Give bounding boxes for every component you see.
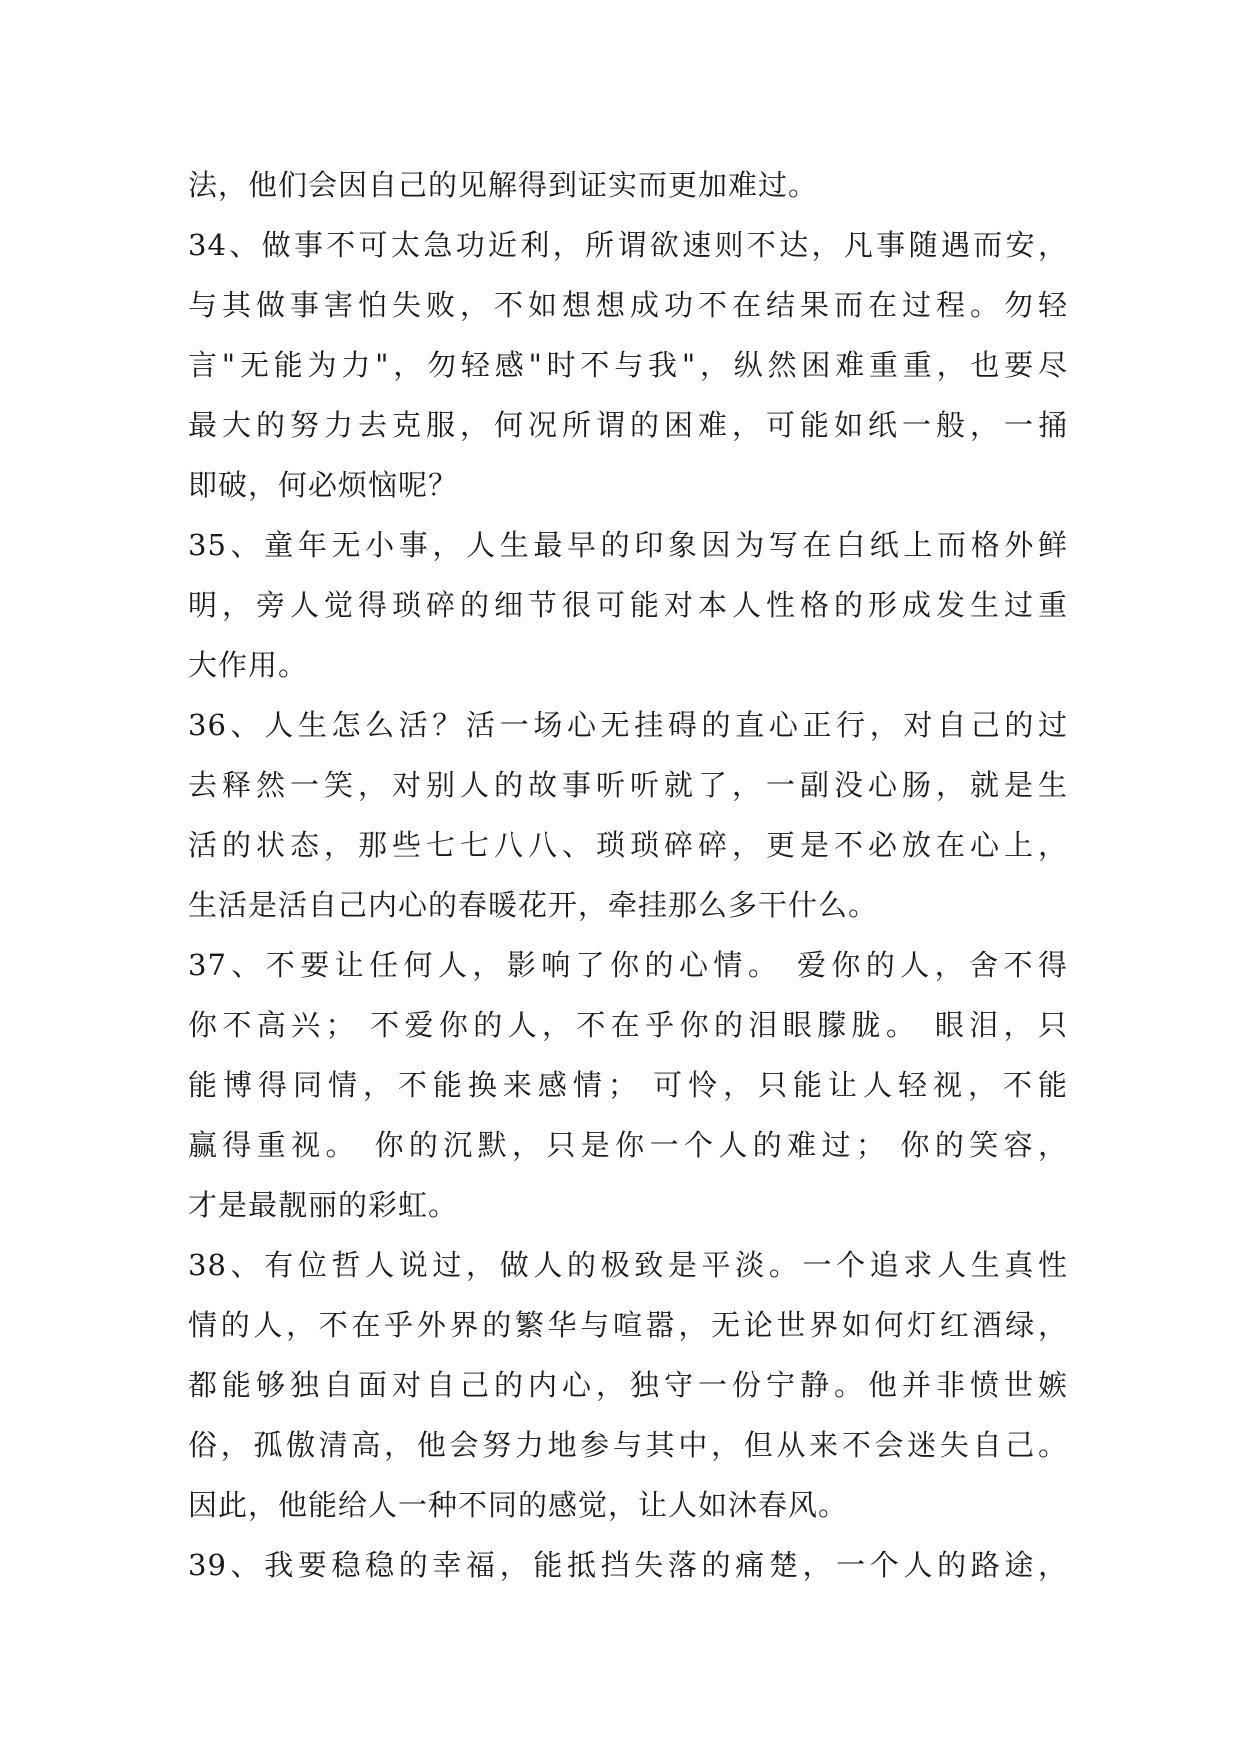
text-line: 赢得重视。 你的沉默，只是你一个人的难过； 你的笑容， <box>188 1128 1068 1162</box>
text-line: 去释然一笑，对别人的故事听听就了，一副没心肠，就是生 <box>188 768 1068 802</box>
text-line: 活的状态，那些七七八八、琐琐碎碎，更是不必放在心上， <box>188 828 1068 862</box>
text-line: 36、人生怎么活？活一场心无挂碍的直心正行，对自己的过 <box>188 708 1068 742</box>
text-line: 37、不要让任何人，影响了你的心情。 爱你的人，舍不得 <box>188 948 1068 982</box>
text-line: 因此，他能给人一种不同的感觉，让人如沐春风。 <box>188 1488 849 1522</box>
text-line: 俗，孤傲清高，他会努力地参与其中，但从来不会迷失自己。 <box>188 1428 1068 1462</box>
text-line: 38、有位哲人说过，做人的极致是平淡。一个追求人生真性 <box>188 1248 1068 1282</box>
text-line: 才是最靓丽的彩虹。 <box>188 1188 459 1222</box>
text-line: 都能够独自面对自己的内心，独守一份宁静。他并非愤世嫉 <box>188 1368 1068 1402</box>
text-line: 言"无能为力"，勿轻感"时不与我"，纵然困难重重，也要尽 <box>188 348 1068 382</box>
text-line: 法，他们会因自己的见解得到证实而更加难过。 <box>188 168 819 202</box>
text-line: 明，旁人觉得琐碎的细节很可能对本人性格的形成发生过重 <box>188 588 1068 622</box>
text-line: 生活是活自己内心的春暖花开，牵挂那么多干什么。 <box>188 888 879 922</box>
text-line: 你不高兴； 不爱你的人，不在乎你的泪眼朦胧。 眼泪，只 <box>188 1008 1068 1042</box>
text-line: 大作用。 <box>188 648 309 682</box>
text-line: 39、我要稳稳的幸福，能抵挡失落的痛楚，一个人的路途， <box>188 1548 1068 1582</box>
text-line: 34、做事不可太急功近利，所谓欲速则不达，凡事随遇而安， <box>188 228 1068 262</box>
text-line: 能博得同情，不能换来感情； 可怜，只能让人轻视，不能 <box>188 1068 1068 1102</box>
text-line: 最大的努力去克服，何况所谓的困难，可能如纸一般，一捅 <box>188 408 1068 442</box>
text-line: 即破，何必烦恼呢？ <box>188 468 459 502</box>
body-text <box>188 155 1068 1595</box>
text-line: 与其做事害怕失败，不如想想成功不在结果而在过程。勿轻 <box>188 288 1068 322</box>
text-line: 情的人，不在乎外界的繁华与喧嚣，无论世界如何灯红酒绿， <box>188 1308 1068 1342</box>
text-line: 35、童年无小事，人生最早的印象因为写在白纸上而格外鲜 <box>188 528 1068 562</box>
